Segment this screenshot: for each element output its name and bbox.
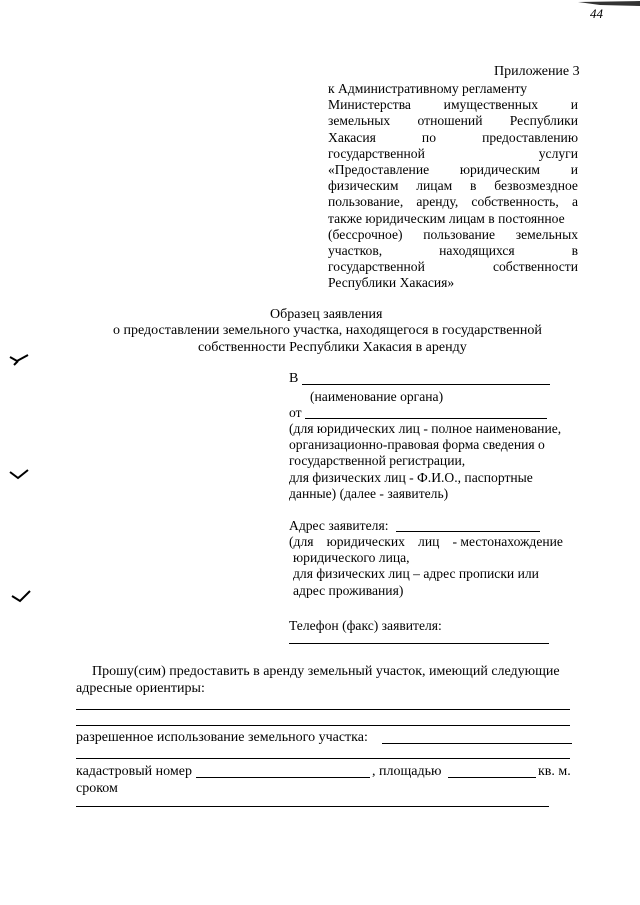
from-hint-line [289,486,448,502]
appendix-line-word: в [470,178,477,194]
appendix-line-word: Республики Хакасия» [328,275,455,291]
page-number: 44 [590,6,603,21]
area-unit: кв. м. [538,764,571,779]
permitted-use-field[interactable] [382,743,572,744]
appendix-line-word: земельных [515,226,578,242]
appendix-line-word: Республики [509,113,578,129]
appendix-line-word: Министерства [328,97,411,113]
appendix-line-word: находящихся [439,243,515,258]
form-subtitle-line1: о предоставлении земельного участка, находящегося в государственной [113,323,542,338]
from-label: от [289,405,302,420]
appendix-line-word: услуги [538,145,578,161]
address-hint-line [289,534,563,550]
address-hint-line [293,566,539,582]
term-field[interactable] [76,806,549,807]
area-field[interactable] [448,777,536,778]
appendix-line [328,211,565,227]
from-hint-line [289,470,533,486]
appendix-line-word: имущественных [443,97,539,113]
check-mark-icon [8,468,30,482]
address-hint-line-word: - местонахождение [452,534,563,549]
to-label: В [289,371,299,386]
appendix-line-word: также юридическим лицам в постоянное [328,210,565,226]
address-hint-line-word: (для [289,534,314,549]
appendix-line-word: земельных [328,113,391,129]
appendix-line-word: безвозмездное [494,178,578,194]
phone-label: Телефон (факс) заявителя: [289,618,442,633]
from-hint-line-word: данные) (далее - заявитель) [289,485,449,501]
appendix-line-word: к Административному регламенту [328,81,528,96]
appendix-line-word: по [421,129,436,145]
appendix-line [328,227,578,243]
check-mark-icon [8,353,30,367]
appendix-line-word: предоставлению [482,129,578,145]
from-hint-line-word: (для юридических лиц - полное наименование, [289,421,562,436]
appendix-line [328,81,527,97]
address-hint-line-word: юридических [326,534,405,549]
appendix-line-word: а [571,194,578,210]
to-field[interactable] [302,384,550,385]
from-hint-line [289,437,545,453]
phone-field[interactable] [289,643,549,644]
appendix-line [328,178,578,194]
appendix-line-word: (бессрочное) [328,226,403,242]
appendix-line [328,194,578,210]
appendix-line-word: лицам [416,178,453,194]
appendix-line-word: пользование, [328,194,404,210]
appendix-line [328,162,578,178]
appendix-line-word: «Предоставление [328,162,430,177]
appendix-line-word: в [571,243,578,258]
appendix-line-word: собственность, [471,194,559,210]
appendix-line-word: и [570,162,578,177]
appendix-line [328,97,578,113]
appendix-line-word: Хакасия [328,129,376,145]
appendix-line-word: пользование [423,226,496,242]
check-mark-icon [10,590,32,604]
appendix-title: Приложение 3 [494,64,580,79]
form-subtitle-line2: собственности Республики Хакасия в аренду [198,340,467,355]
appendix-line-word: и [570,97,578,113]
appendix-line-word: государственной [328,259,425,275]
appendix-line [328,130,578,146]
from-hint-line [289,421,561,437]
appendix-line-word: участков, [328,243,383,258]
appendix-line-word: собственности [492,259,578,275]
address-orient-field-2[interactable] [76,725,570,726]
address-label: Адрес заявителя: [289,518,389,533]
address-hint-line-word: юридического лица, [293,550,410,566]
address-hint-line [293,550,410,566]
appendix-line-word: отношений [417,113,483,129]
appendix-line [328,259,578,275]
address-hint-line-word: адрес проживания) [293,582,404,598]
appendix-line [328,243,578,259]
request-text-line2: адресные ориентиры: [76,681,205,696]
appendix-line-word: физическим [328,178,399,194]
form-title: Образец заявления [270,307,383,322]
to-hint: (наименование органа) [310,389,444,404]
appendix-line [328,113,578,129]
address-hint-line-word: лиц [418,534,440,549]
area-label: , площадью [372,764,442,779]
address-orient-field-1[interactable] [76,709,570,710]
request-text-line1: Прошу(сим) предоставить в аренду земельный участок, имеющий следующие [92,664,560,679]
appendix-line-word: юридическим [459,162,540,177]
from-hint-line-word: государственной регистрации, [289,453,466,469]
appendix-line [328,146,578,162]
scan-corner-mark [570,0,640,14]
cadastral-number-field[interactable] [196,777,370,778]
appendix-line [328,275,454,291]
address-field[interactable] [396,531,540,532]
from-field[interactable] [305,418,547,419]
permitted-use-label: разрешенное использование земельного участка: [76,730,368,745]
from-hint-line-word: организационно-правовая форма сведения о [289,437,545,453]
address-hint-line-word: для физических лиц – адрес прописки или [293,566,539,582]
from-hint-line-word: для физических лиц - Ф.И.О., паспортные [289,469,533,485]
appendix-line-word: аренду, [416,194,459,210]
term-label: сроком [76,781,118,796]
from-hint-line [289,453,465,469]
appendix-line-word: государственной [328,145,425,161]
address-hint-line [293,583,403,599]
permitted-use-field-2[interactable] [76,758,570,759]
cadastral-label: кадастровый номер [76,764,192,779]
